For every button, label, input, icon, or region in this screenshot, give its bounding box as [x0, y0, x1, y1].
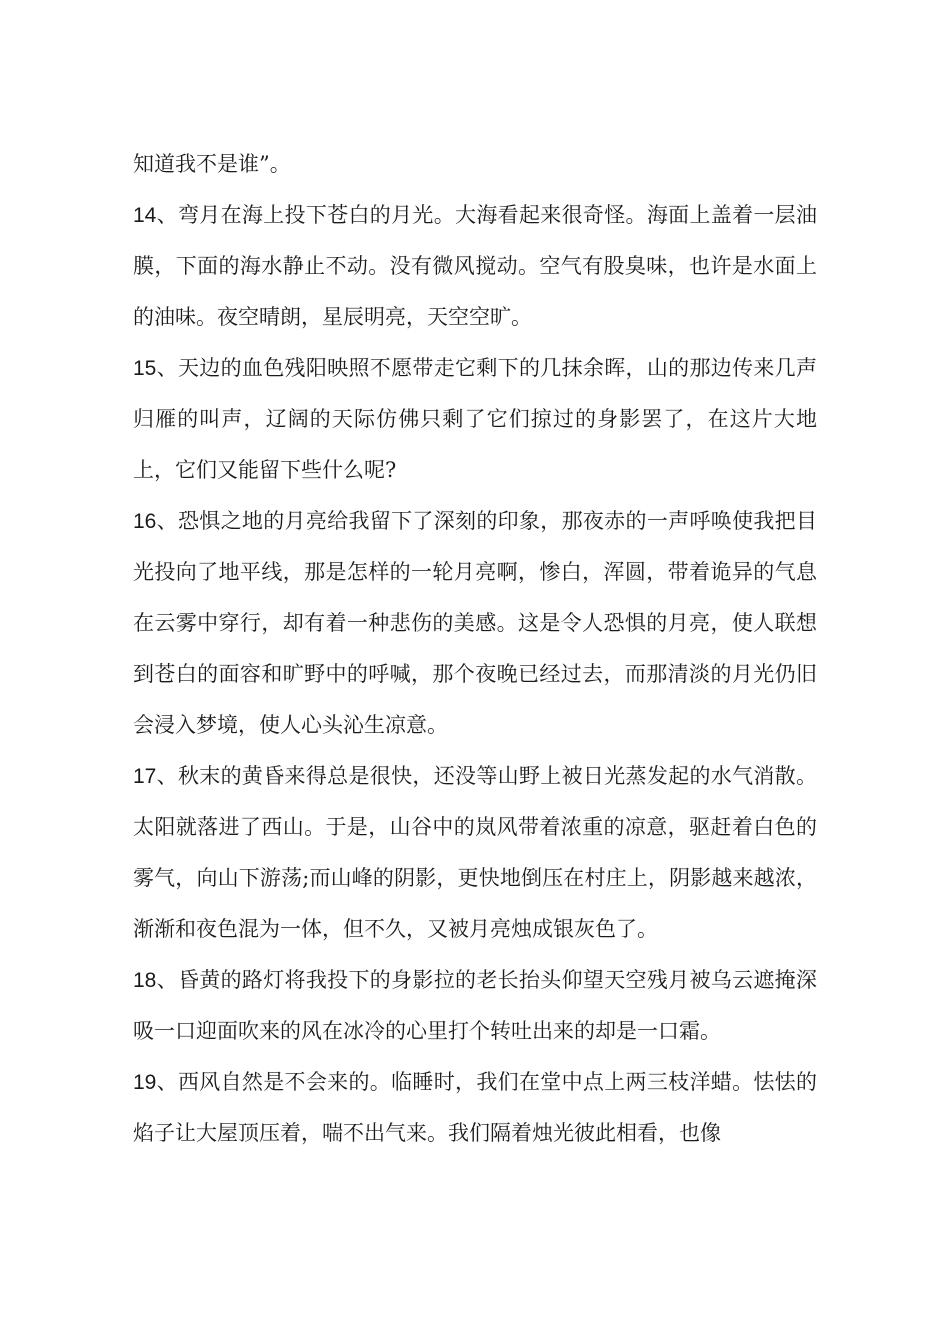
paragraph-15	[133, 343, 817, 496]
paragraph-text: 、秋末的黄昏来得总是很快，还没等山野上被日光蒸发起的水气消散。太阳就落进了西山。于是，山谷中的岚风带着浓重的凉意，驱赶着白色的雾气，向山下游荡;而山峰的阴影，更快地倒压在村庄上，阴影越来越浓，渐渐和夜色混为一体，但不久，又被月亮烛成银灰色了。	[133, 764, 817, 941]
paragraph-text: 、弯月在海上投下苍白的月光。大海看起来很奇怪。海面上盖着一层油膜，下面的海水静止不动。没有微风搅动。空气有股臭味，也许是水面上的油味。夜空晴朗，星辰明亮，天空空旷。	[133, 203, 817, 329]
paragraph-number: 17	[133, 765, 157, 788]
paragraph-17	[133, 751, 817, 955]
paragraph-16	[133, 496, 817, 751]
paragraph-number: 16	[133, 510, 157, 533]
paragraph-14	[133, 190, 817, 343]
paragraph-number: 19	[133, 1071, 157, 1094]
paragraph-19	[133, 1057, 817, 1159]
paragraph-number: 15	[133, 357, 157, 380]
paragraph-text: 、西风自然是不会来的。临睡时，我们在堂中点上两三枝洋蜡。怯怯的焰子让大屋顶压着，喘不出气来。我们隔着烛光彼此相看，也像	[133, 1070, 817, 1145]
paragraph-text: 、恐惧之地的月亮给我留下了深刻的印象，那夜赤的一声呼唤使我把目光投向了地平线，那是怎样的一轮月亮啊，惨白，浑圆，带着诡异的气息在云雾中穿行，却有着一种悲伤的美感。这是令人恐惧的月亮，使人联想到苍白的面容和旷野中的呼喊，那个夜晚已经过去，而那清淡的月光仍旧会浸入梦境，使人心头沁生凉意。	[133, 509, 817, 737]
paragraph-text: 知道我不是谁”。	[133, 152, 291, 176]
paragraph-continuation	[133, 139, 817, 190]
paragraph-18	[133, 955, 817, 1057]
paragraph-number: 18	[133, 969, 157, 992]
paragraph-text: 、昏黄的路灯将我投下的身影拉的老长抬头仰望天空残月被乌云遮掩深吸一口迎面吹来的风在冰冷的心里打个转吐出来的却是一口霜。	[133, 968, 817, 1043]
document-body	[133, 139, 817, 1159]
paragraph-text: 、天边的血色残阳映照不愿带走它剩下的几抹余晖，山的那边传来几声归雁的叫声，辽阔的天际仿佛只剩了它们掠过的身影罢了，在这片大地上，它们又能留下些什么呢?	[133, 356, 817, 482]
paragraph-number: 14	[133, 204, 157, 227]
